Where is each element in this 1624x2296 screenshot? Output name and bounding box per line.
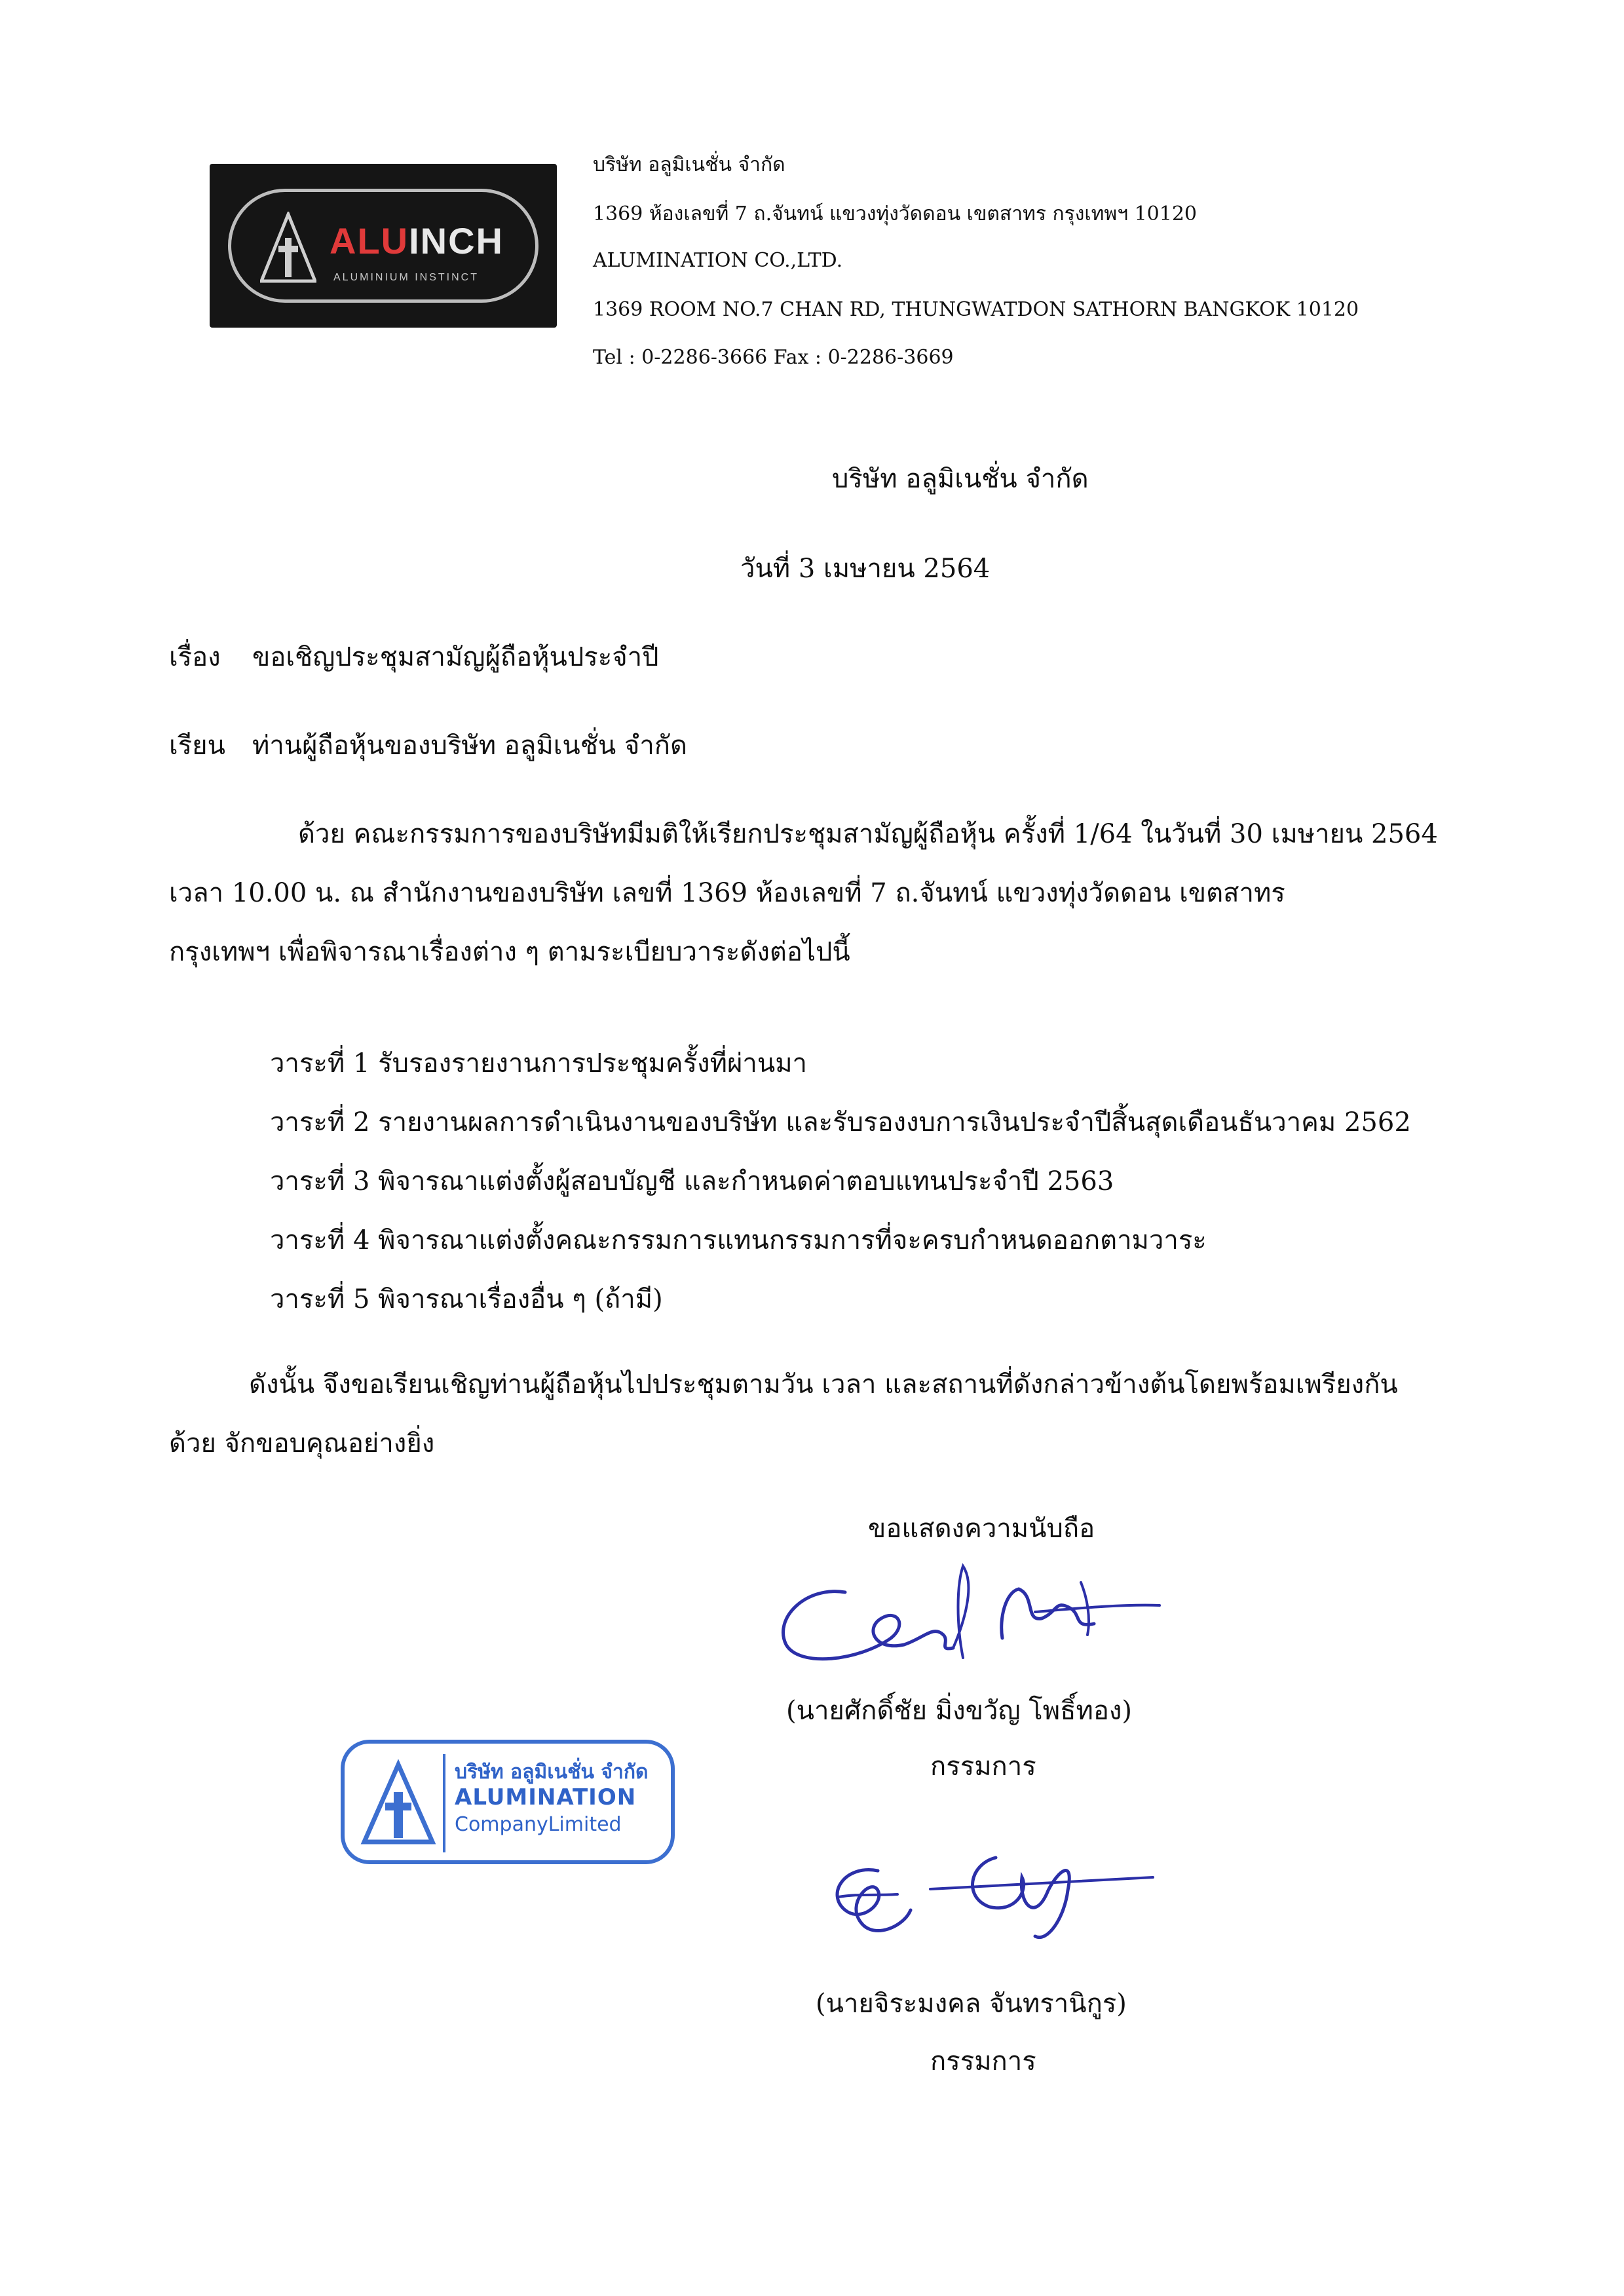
body-p1-line3: กรุงเทพฯ เพื่อพิจารณาเรื่องต่าง ๆ ตามระเบียบวาระดังต่อไปนี้ [169, 937, 850, 967]
stamp-divider [443, 1754, 445, 1852]
subject-label: เรื่อง [169, 642, 221, 672]
body-p2-line1: ดังนั้น จึงขอเรียนเชิญท่านผู้ถือหุ้นไปประชุมตามวัน เวลา และสถานที่ดังกล่าวข้างต้นโดยพร้อมเพรียงกัน [249, 1369, 1398, 1400]
signatory-1-role: กรรมการ [930, 1751, 1036, 1782]
agenda-item: วาระที่ 3 พิจารณาแต่งตั้งผู้สอบบัญชี และกำหนดค่าตอบแทนประจำปี 2563 [270, 1166, 1114, 1196]
signatory-2-role: กรรมการ [930, 2046, 1036, 2076]
agenda-item: วาระที่ 5 พิจารณาเรื่องอื่น ๆ (ถ้ามี) [270, 1284, 663, 1314]
recipient-text: ท่านผู้ถือหุ้นของบริษัท อลูมิเนชั่น จำกัด [252, 731, 688, 761]
subject-text: ขอเชิญประชุมสามัญผู้ถือหุ้นประจำปี [252, 642, 659, 672]
closing: ขอแสดงความนับถือ [868, 1514, 1095, 1544]
header-company: บริษัท อลูมิเนชั่น จำกัด [832, 464, 1089, 494]
logo-tagline: ALUMINIUM INSTINCT [333, 272, 479, 283]
signatory-1-name: (นายศักดิ์ชัย มิ่งขวัญ โพธิ์ทอง) [786, 1696, 1133, 1726]
stamp-company-type: CompanyLimited [455, 1813, 622, 1836]
letterhead-address-th: 1369 ห้องเลขที่ 7 ถ.จันทน์ แขวงทุ่งวัดดอน เขตสาทร กรุงเทพฯ 10120 [593, 202, 1198, 225]
body-p1-line1: ด้วย คณะกรรมการของบริษัทมีมติให้เรียกประชุมสามัญผู้ถือหุ้น ครั้งที่ 1/64 ในวันที่ 30 เมษายน 2564 [298, 819, 1438, 849]
stamp-company-th: บริษัท อลูมิเนชั่น จำกัด [455, 1761, 649, 1784]
stamp-company-en: ALUMINATION [455, 1784, 637, 1810]
agenda-item: วาระที่ 4 พิจารณาแต่งตั้งคณะกรรมการแทนกรรมการที่จะครบกำหนดออกตามวาระ [270, 1225, 1207, 1255]
header-date: วันที่ 3 เมษายน 2564 [740, 554, 991, 584]
signatory-2-name: (นายจิระมงคล จันทรานิกูร) [816, 1989, 1127, 2019]
letterhead-company-th: บริษัท อลูมิเนชั่น จำกัด [593, 153, 785, 176]
signature-1-image [766, 1546, 1173, 1684]
stamp-emblem-icon [359, 1759, 438, 1851]
signature-2-image [799, 1831, 1166, 1956]
agenda-item: วาระที่ 2 รายงานผลการดำเนินงานของบริษัท และรับรองงบการเงินประจำปีสิ้นสุดเดือนธันวาคม 2562 [270, 1107, 1411, 1138]
logo-emblem-icon [260, 212, 316, 284]
letterhead-phone-fax: Tel : 0-2286-3666 Fax : 0-2286-3669 [593, 346, 954, 369]
logo-wordmark: ALUINCH [330, 220, 504, 261]
agenda-item: วาระที่ 1 รับรองรายงานการประชุมครั้งที่ผ่านมา [270, 1048, 808, 1079]
letterhead-address-en: 1369 ROOM NO.7 CHAN RD, THUNGWATDON SATHORN BANGKOK 10120 [593, 298, 1359, 321]
letterhead-company-en: ALUMINATION CO.,LTD. [593, 249, 843, 272]
body-p2-line2: ด้วย จักขอบคุณอย่างยิ่ง [169, 1428, 435, 1459]
company-stamp [341, 1740, 675, 1864]
recipient-label: เรียน [169, 731, 225, 761]
logo-oval [228, 189, 538, 303]
company-logo [210, 164, 557, 328]
body-p1-line2: เวลา 10.00 น. ณ สำนักงานของบริษัท เลขที่ 1369 ห้องเลขที่ 7 ถ.จันทน์ แขวงทุ่งวัดดอน เขตสาทร [169, 878, 1285, 908]
